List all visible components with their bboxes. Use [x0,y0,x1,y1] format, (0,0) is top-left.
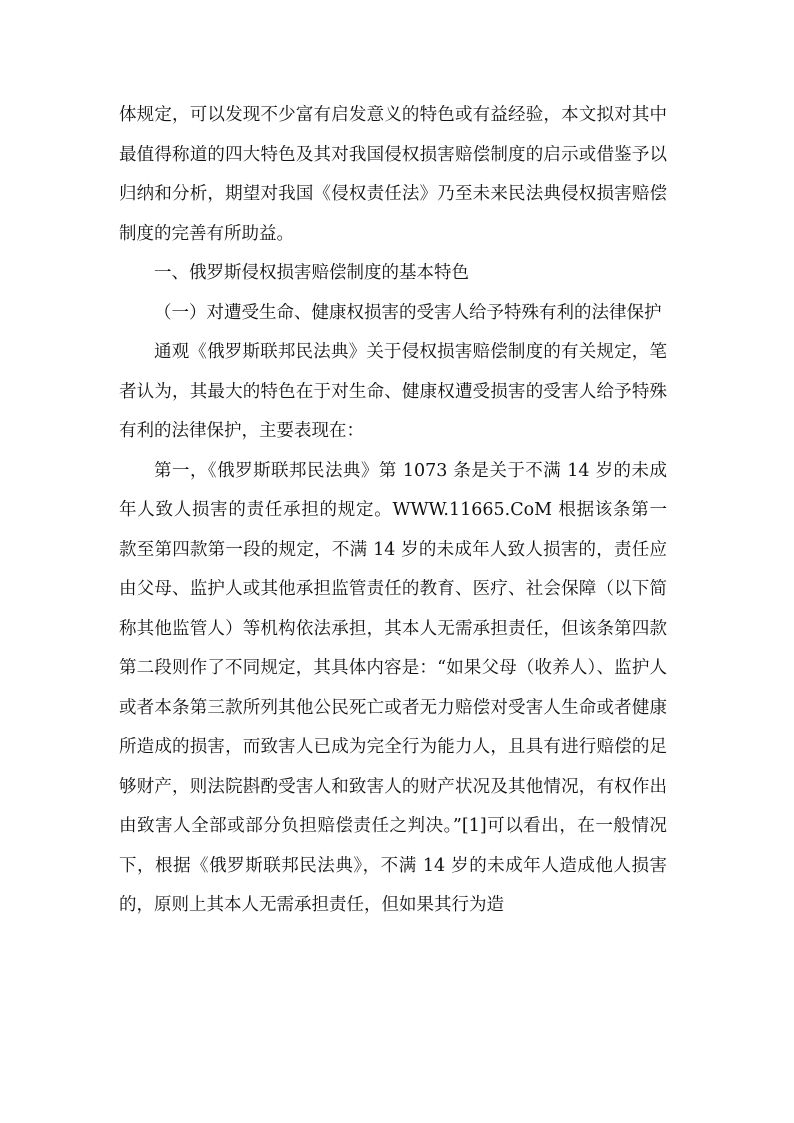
subsection-heading: （一）对遭受生命、健康权损害的受害人给予特殊有利的法律保护 [154,302,662,323]
paragraph: 通观《俄罗斯联邦民法典》关于侵权损害赔偿制度的有关规定，笔者认为，其最大的特色在于对生命、健康权遭受损害的受害人给予特殊有利的法律保护，主要表现在： [119,342,667,441]
document-body [119,96,667,926]
section-heading: 一、俄罗斯侵权损害赔偿制度的基本特色 [154,263,469,283]
paragraph: 第一，《俄罗斯联邦民法典》第 1073 条是关于不满 14 岁的未成年人致人损害的责任承担的规定。WWW.11665.CoM 根据该条第一款至第四款第一段的规定，不满 14 岁的未成年人致人损害的，责任应由父母、监护人或其他承担监管责任的教育、医疗、社会保障（以下简称其他监管人）等机构依法承担，其本人无需承担责任，但该条第四款第二段则作了不同规定，其具体内容是：“如果父母（收养人）、监护人或者本条第三款所列其他公民死亡或者无力赔偿对受害人生命或者健康所造成的损害，而致害人已成为完全行为能力人，且具有进行赔偿的足够财产，则法院斟酌受害人和致害人的财产状况及其他情况，有权作出由致害人全部或部分负担赔偿责任之判决。”[1]可以看出，在一般情况下，根据《俄罗斯联邦民法典》，不满 14 岁的未成年人造成他人损害的，原则上其本人无需承担责任，但如果其行为造 [119,460,667,915]
paragraph-continued: 体规定，可以发现不少富有启发意义的特色或有益经验，本文拟对其中最值得称道的四大特色及其对我国侵权损害赔偿制度的启示或借鉴予以归纳和分析，期望对我国《侵权责任法》乃至未来民法典侵权损害赔偿制度的完善有所助益。 [119,105,667,244]
